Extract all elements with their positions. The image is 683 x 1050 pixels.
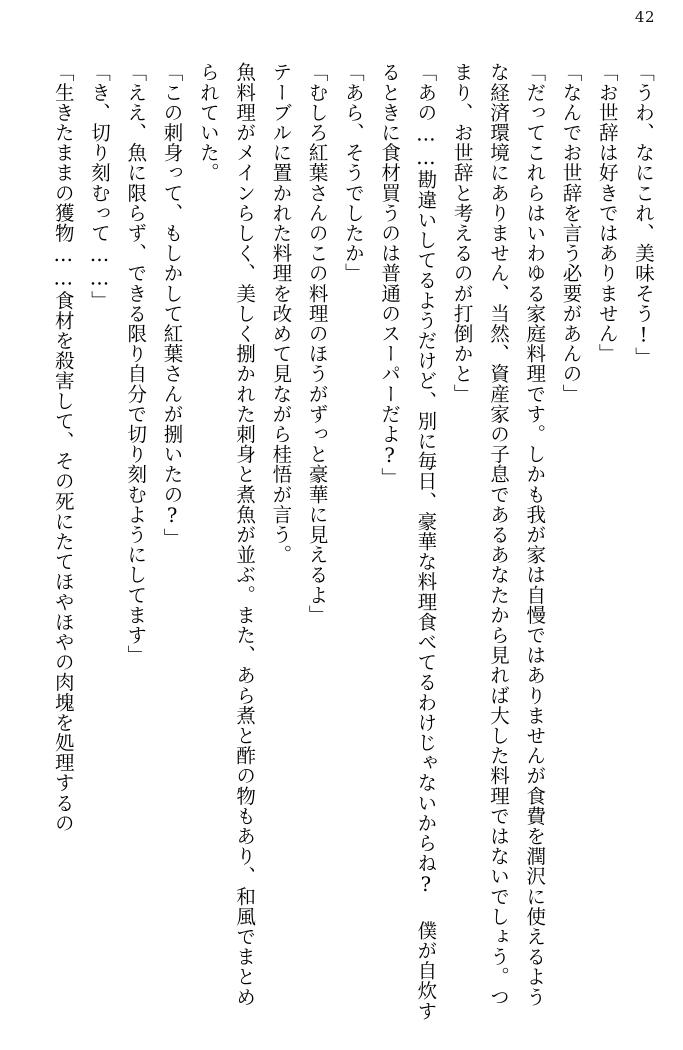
paragraph: 「あの……勘違いしてるようだけど、別に毎日、豪華な料理食べてるわけじゃないからね? 僕が自炊するときに食材買うのは普通のスーパーだよ?」 (378, 62, 438, 1021)
paragraph: 魚料理がメインらしく、美しく捌かれた刺身と煮魚が並ぶ。また、あら煮と酢の物もあり、和風でまとめられていた。 (196, 62, 257, 1007)
paragraph: 「き、切り刻むって……」 (88, 62, 112, 311)
page-number: 42 (634, 8, 655, 26)
paragraph: 「あら、そうでしたか」 (341, 62, 365, 284)
paragraph: 「この刺身って、もしかして紅葉さんが捌いたの?」 (160, 62, 184, 548)
body-text-vertical (22, 62, 661, 1022)
paragraph: 「お世辞は好きではありません」 (595, 62, 619, 364)
paragraph: 「むしろ紅葉さんのこの料理のほうがずっと豪華に見えるよ」 (305, 62, 329, 625)
paragraph: 「生きたままの獲物……食材を殺害して、その死にたてほやほやの肉塊を処理するの (51, 62, 75, 833)
paragraph: 「なんでお世辞を言う必要があんの」 (559, 62, 583, 404)
paragraph: 「うわ、なにこれ、美味そう!」 (632, 62, 655, 367)
paragraph: 「ええ、魚に限らず、できる限り自分で切り刻むようにしてます」 (124, 62, 148, 665)
paragraph: テーブルに置かれた料理を改めて見ながら桂悟が言う。 (269, 62, 293, 565)
paragraph: 「だってこれらはいわゆる家庭料理です。しかも我が家は自慢ではありませんが食費を潤沢に使えるような経済環境にありません、当然、資産家の子息であるあなたから見れば大した料理ではないでしょう。つまり、お世辞と考えるのが打倒かと」 (450, 62, 547, 1007)
